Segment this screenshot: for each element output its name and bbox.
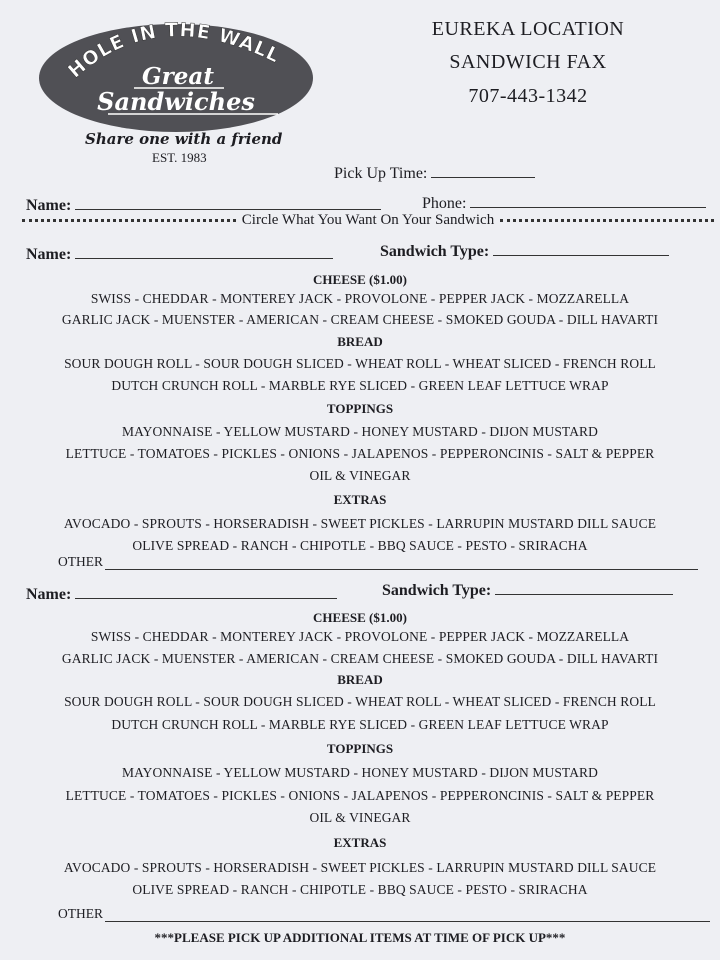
customer-phone-label: Phone:: [422, 195, 467, 212]
toppings-heading: TOPPINGS: [326, 401, 394, 416]
order1-name-label: Name:: [26, 246, 72, 263]
toppings-options-3[interactable]: OIL & VINEGAR: [309, 810, 411, 825]
bread-options-1[interactable]: SOUR DOUGH ROLL - SOUR DOUGH SLICED - WHEAT ROLL - WHEAT SLICED - FRENCH ROLL: [64, 356, 656, 371]
cheese-heading: CHEESE ($1.00): [313, 610, 407, 625]
order2-options: [0, 610, 720, 902]
customer-phone-row: [422, 193, 706, 213]
logo-line-1: Great: [142, 63, 214, 90]
order2-name-row: [26, 584, 337, 604]
customer-name-label: Name:: [26, 197, 72, 214]
instruction-row: [16, 212, 720, 229]
order1-name-field[interactable]: [75, 244, 333, 259]
bread-options-2[interactable]: DUTCH CRUNCH ROLL - MARBLE RYE SLICED - GREEN LEAF LETTUCE WRAP: [111, 378, 609, 393]
extras-heading: EXTRAS: [333, 492, 387, 507]
established-year: EST. 1983: [152, 150, 207, 165]
slogan: Share one with a friend: [85, 130, 283, 148]
order2-name-label: Name:: [26, 586, 72, 603]
order2-other-field[interactable]: [105, 909, 710, 922]
toppings-options-2[interactable]: LETTUCE - TOMATOES - PICKLES - ONIONS - JALAPENOS - PEPPERONCINIS - SALT & PEPPER: [65, 788, 655, 803]
order1-name-row: [26, 244, 333, 264]
pickup-time-field[interactable]: [431, 163, 535, 178]
location-heading: EUREKA LOCATION: [431, 18, 625, 40]
order1-other-row: [58, 554, 698, 570]
order1-sandwich-type-label: Sandwich Type:: [380, 243, 490, 260]
fax-phone-number: 707-443-1342: [468, 85, 588, 107]
instruction-text: Circle What You Want On Your Sandwich: [241, 212, 495, 228]
extras-heading: EXTRAS: [333, 835, 387, 850]
toppings-heading: TOPPINGS: [326, 741, 394, 756]
fax-title: SANDWICH FAX: [449, 51, 607, 73]
toppings-options-1[interactable]: MAYONNAISE - YELLOW MUSTARD - HONEY MUSTARD - DIJON MUSTARD: [121, 424, 599, 439]
order1-sandwich-type-field[interactable]: [493, 241, 669, 256]
pickup-time-label: Pick Up Time:: [334, 165, 428, 182]
cheese-options-1[interactable]: SWISS - CHEDDAR - MONTEREY JACK - PROVOLONE - PEPPER JACK - MOZZARELLA: [90, 629, 630, 644]
logo-arc-text: HOLE IN THE WALL: [64, 19, 284, 83]
cheese-heading: CHEESE ($1.00): [313, 272, 407, 287]
bread-options-1[interactable]: SOUR DOUGH ROLL - SOUR DOUGH SLICED - WHEAT ROLL - WHEAT SLICED - FRENCH ROLL: [64, 694, 656, 709]
order2-sandwich-type-field[interactable]: [495, 580, 673, 595]
cheese-options-2[interactable]: GARLIC JACK - MUENSTER - AMERICAN - CREAM CHEESE - SMOKED GOUDA - DILL HAVARTI: [61, 651, 659, 666]
extras-options-2[interactable]: OLIVE SPREAD - RANCH - CHIPOTLE - BBQ SAUCE - PESTO - SRIRACHA: [132, 538, 588, 553]
dotted-divider-right: [500, 219, 714, 222]
bread-heading: BREAD: [337, 334, 383, 349]
bread-options-2[interactable]: DUTCH CRUNCH ROLL - MARBLE RYE SLICED - GREEN LEAF LETTUCE WRAP: [111, 717, 609, 732]
toppings-options-3[interactable]: OIL & VINEGAR: [309, 468, 411, 483]
order1-options: [0, 272, 720, 556]
order2-sandwich-type-row: [382, 580, 673, 600]
order2-other-label: OTHER: [58, 906, 103, 921]
hole-in-the-wall-logo: [38, 10, 314, 132]
extras-options-1[interactable]: AVOCADO - SPROUTS - HORSERADISH - SWEET PICKLES - LARRUPIN MUSTARD DILL SAUCE: [63, 516, 657, 531]
pickup-time-row: [334, 163, 535, 183]
order1-sandwich-type-row: [380, 241, 669, 261]
toppings-options-1[interactable]: MAYONNAISE - YELLOW MUSTARD - HONEY MUSTARD - DIJON MUSTARD: [121, 765, 599, 780]
customer-phone-field[interactable]: [470, 193, 706, 208]
customer-name-field[interactable]: [75, 195, 381, 210]
order2-sandwich-type-label: Sandwich Type:: [382, 582, 492, 599]
cheese-options-2[interactable]: GARLIC JACK - MUENSTER - AMERICAN - CREAM CHEESE - SMOKED GOUDA - DILL HAVARTI: [61, 312, 659, 327]
pickup-note: ***PLEASE PICK UP ADDITIONAL ITEMS AT TIME OF PICK UP***: [154, 930, 566, 945]
logo-line-2: Sandwiches: [97, 87, 255, 116]
toppings-options-2[interactable]: LETTUCE - TOMATOES - PICKLES - ONIONS - JALAPENOS - PEPPERONCINIS - SALT & PEPPER: [65, 446, 655, 461]
dotted-divider-left: [22, 219, 236, 222]
cheese-options-1[interactable]: SWISS - CHEDDAR - MONTEREY JACK - PROVOLONE - PEPPER JACK - MOZZARELLA: [90, 291, 630, 306]
order1-other-label: OTHER: [58, 554, 103, 569]
order2-name-field[interactable]: [75, 584, 337, 599]
bread-heading: BREAD: [337, 672, 383, 687]
extras-options-2[interactable]: OLIVE SPREAD - RANCH - CHIPOTLE - BBQ SAUCE - PESTO - SRIRACHA: [132, 882, 588, 897]
order2-other-row: [58, 906, 710, 922]
order1-other-field[interactable]: [105, 557, 698, 570]
extras-options-1[interactable]: AVOCADO - SPROUTS - HORSERADISH - SWEET PICKLES - LARRUPIN MUSTARD DILL SAUCE: [63, 860, 657, 875]
